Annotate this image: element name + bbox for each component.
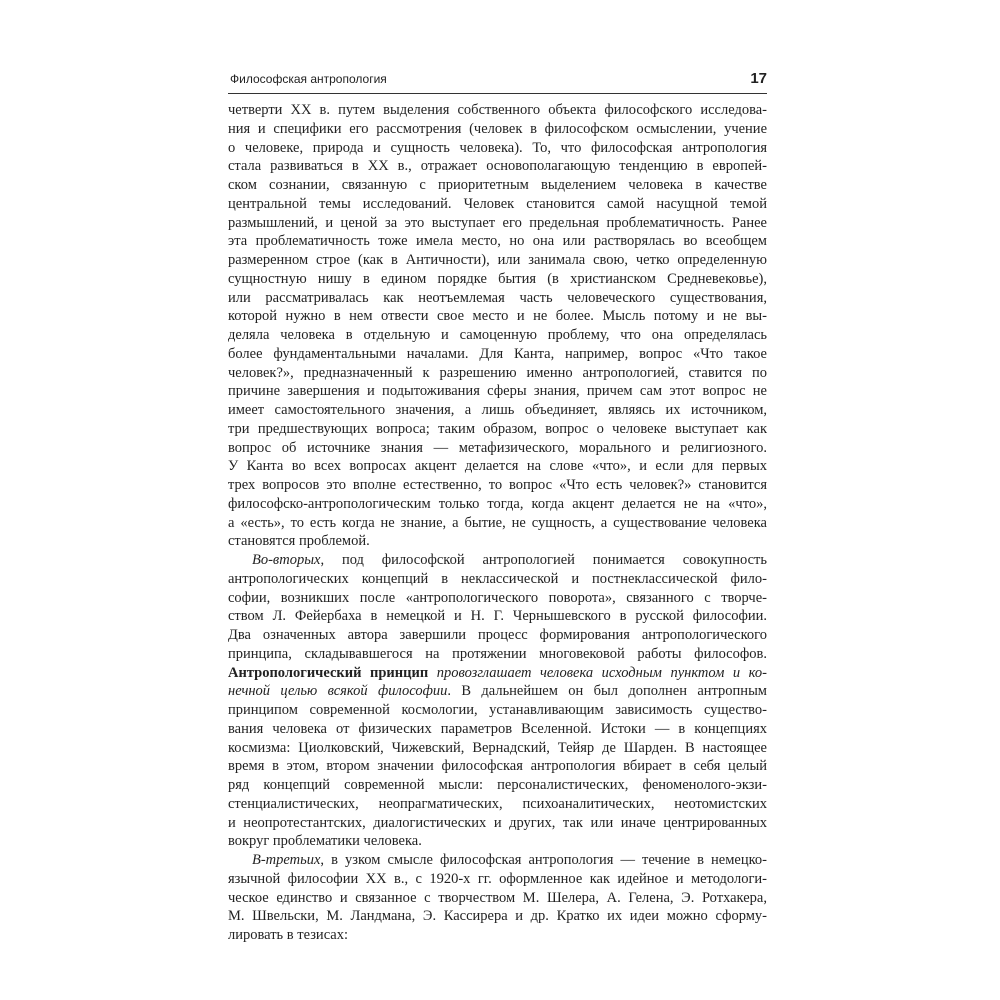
text-line (228, 551, 767, 570)
text-segment: ряд концепций современной мысли: персоналистических, феноменолого-экзи- (228, 777, 767, 793)
text-line (228, 832, 767, 851)
text-line (228, 589, 767, 608)
text-line (228, 364, 767, 383)
text-line (228, 232, 767, 251)
text-line (228, 739, 767, 758)
text-segment: М. Швельски, М. Ландмана, Э. Кассирера и др. Кратко их идеи можно сформу- (228, 908, 767, 925)
text-line (228, 701, 767, 720)
text-segment: философско-антропологическим только тогда, когда акцент делается не на «что», (228, 495, 767, 512)
text-segment: и неопротестантских, диалогистических и других, так или иначе центрированных (228, 814, 767, 831)
text-segment: ском сознании, связанную с приоритетным выделением человека в качестве (228, 177, 767, 193)
text-line (228, 645, 767, 664)
text-segment: ством Л. Фейербаха в немецкой и Н. Г. Чернышевского в русской философии. (228, 608, 767, 625)
text-line (228, 345, 767, 364)
text-segment: четверти XX в. путем выделения собственного объекта философского исследова- (228, 102, 767, 118)
text-line (228, 439, 767, 458)
text-line (228, 682, 767, 701)
text-line (228, 251, 767, 270)
text-segment: становятся проблемой. (228, 533, 370, 550)
text-line (228, 289, 767, 308)
text-segment: софии, возникших после «антропологического поворота», связанного с творче- (228, 589, 767, 606)
text-segment: которой нужно в нем отвести свое место и не более. Мысль потому и не вы- (228, 308, 767, 325)
text-segment: трех вопросов это вполне естественно, то вопрос «Что есть человек?» становится (228, 477, 767, 493)
text-segment: ческое единство и связанное с творчеством М. Шелера, А. Гелена, Э. Ротхакера, (228, 889, 767, 906)
text-line (228, 795, 767, 814)
text-line (228, 889, 767, 908)
text-segment: язычной философии XX в., с 1920-х гг. оформленное как идейное и методологи- (228, 870, 767, 887)
text-line (228, 214, 767, 233)
text-segment: , в узком смысле философская антропология — течение в немецко- (320, 852, 767, 868)
italic-text: В-третьих (252, 852, 321, 868)
text-line (228, 851, 767, 870)
bold-term: Антропологический принцип (228, 664, 429, 681)
text-segment: космизма: Циолковский, Чижевский, Вернадский, Тейяр де Шарден. В настоящее (228, 739, 767, 756)
body-text (228, 101, 767, 945)
text-segment: а «есть», то есть когда не знание, а бытие, не сущность, а существование человека (228, 514, 767, 531)
text-segment: . В дальнейшем он был дополнен антропным (447, 683, 767, 700)
text-line (228, 532, 767, 551)
text-line (228, 926, 767, 945)
text-segment: более фундаментальными началами. Для Канта, например, вопрос «Что такое (228, 345, 767, 362)
running-head-title: Философская антропология (230, 72, 387, 86)
text-segment: время в этом, втором значении философская антропология вбирает в себя целый (228, 758, 767, 775)
text-line (228, 139, 767, 158)
text-line (228, 607, 767, 626)
text-line (228, 776, 767, 795)
text-line (228, 757, 767, 776)
text-segment: У Канта во всех вопросах акцент делается на слове «что», и если для первых (228, 458, 767, 475)
text-segment: эта проблематичность тоже имела место, но она или растворялась во всеобщем (228, 233, 767, 250)
page-number: 17 (750, 70, 767, 87)
text-segment: принципом современной космологии, устанавливающим зависимость существо- (228, 702, 767, 718)
text-segment: деляла человека в отдельную и самоценную проблему, что она определялась (228, 327, 767, 343)
italic-text: провозглашает человека исходным пунктом и ко- (436, 664, 767, 681)
text-segment: вокруг проблематики человека. (228, 833, 422, 850)
text-line (228, 495, 767, 514)
text-line (228, 120, 767, 139)
text-line (228, 157, 767, 176)
text-segment: ния и специфики его рассмотрения (человек в философском осмыслении, учение (228, 120, 767, 137)
text-line (228, 401, 767, 420)
text-line (228, 420, 767, 439)
text-segment (428, 665, 437, 681)
text-line (228, 570, 767, 589)
italic-text: Во-вторых (252, 552, 321, 568)
text-segment: сущностную нишу в едином порядке бытия (в христианском Средневековье), (228, 270, 767, 287)
text-segment: размеренном строе (как в Античности), или занимала свою, четко определенную (228, 252, 767, 268)
text-line (228, 195, 767, 214)
text-segment: человек?», предназначенный к разрешению именно антропологией, ставится по (228, 364, 767, 381)
text-segment: принципа, складывавшегося на протяжении многовековой работы философов. (228, 645, 767, 662)
text-line (228, 720, 767, 739)
text-segment: лировать в тезисах: (228, 927, 349, 943)
text-segment: стала развиваться в XX в., отражает основополагающую тенденцию в европей- (228, 158, 767, 175)
text-line (228, 514, 767, 533)
text-segment: , под философской антропологией понимается совокупность (320, 552, 767, 568)
text-line (228, 476, 767, 495)
text-segment: или рассматривалась как неотъемлемая часть человеческого существования, (228, 289, 767, 306)
text-line (228, 814, 767, 833)
text-line (228, 626, 767, 645)
text-segment: вания человека от физических параметров Вселенной. Истоки — в концепциях (228, 720, 767, 737)
text-segment: Два означенных автора завершили процесс формирования антропологического (228, 627, 767, 643)
text-line (228, 457, 767, 476)
text-segment: антропологических концепций в неклассической и постнеклассической фило- (228, 570, 767, 587)
text-segment: стенциалистических, неопрагматических, психоаналитических, неотомистских (228, 795, 767, 812)
text-line (228, 307, 767, 326)
text-segment: о человеке, природа и сущность человека). То, что философская антропология (228, 139, 767, 156)
running-head (228, 70, 767, 90)
text-segment: три предшествующих вопроса; таким образом, вопрос о человеке выступает как (228, 420, 767, 437)
text-line (228, 326, 767, 345)
text-line (228, 870, 767, 889)
text-line (228, 176, 767, 195)
text-line (228, 382, 767, 401)
text-line (228, 101, 767, 120)
text-segment: имеет самостоятельного значения, а лишь объединяет, являясь их источником, (228, 402, 767, 418)
text-line (228, 907, 767, 926)
text-line (228, 270, 767, 289)
text-segment: размышлений, и ценой за это выступает его предельная проблематичность. Ранее (228, 214, 767, 231)
text-segment: вопрос об источнике знания — метафизического, морального и религиозного. (228, 439, 767, 456)
text-line (228, 664, 767, 683)
header-rule (228, 93, 767, 94)
text-segment: причине завершения и подытоживания сферы знания, причем сам этот вопрос не (228, 383, 767, 400)
text-segment: центральной темы исследований. Человек становится самой насущной темой (228, 195, 767, 212)
italic-text: нечной целью всякой философии (228, 683, 448, 700)
